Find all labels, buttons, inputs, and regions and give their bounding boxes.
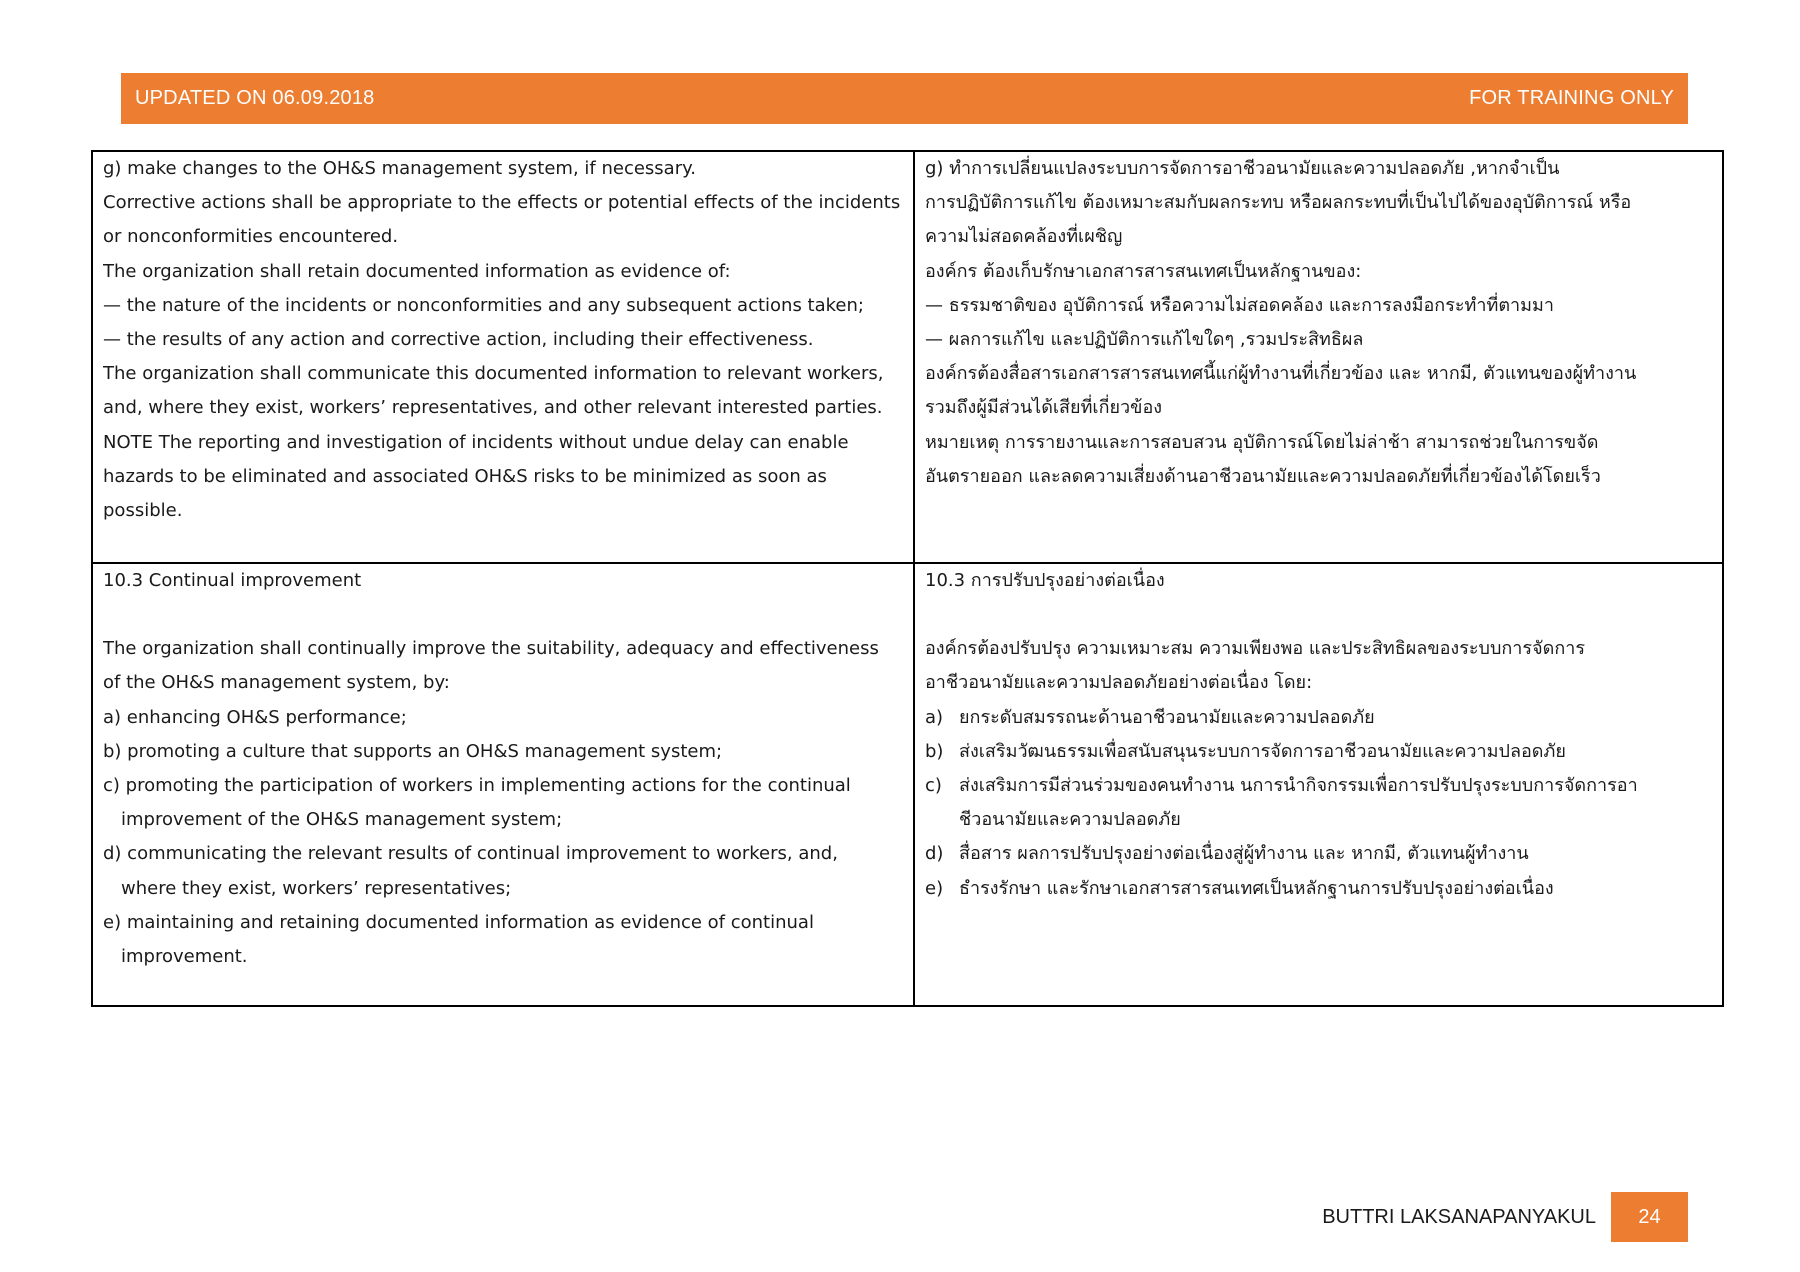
text-line: and, where they exist, workers’ representatives, and other relevant interested parties.	[103, 397, 883, 419]
list-marker: c)	[925, 775, 942, 797]
list-item	[925, 872, 1712, 906]
text-line: g) ทำการเปลี่ยนแปลงระบบการจัดการอาชีวอนามัยและความปลอดภัย ,หากจำเป็น	[925, 158, 1560, 179]
text-line: hazards to be eliminated and associated OH&S risks to be minimized as soon as	[103, 465, 827, 487]
text-line: Corrective actions shall be appropriate to the effects or potential effects of the incidents	[103, 192, 901, 214]
thai-cell	[914, 151, 1723, 563]
text-line: The organization shall continually improve the suitability, adequacy and effectiveness	[103, 638, 879, 660]
updated-date: UPDATED ON 06.09.2018	[135, 87, 375, 109]
text-line: The organization shall communicate this documented information to relevant workers,	[103, 363, 884, 385]
text-line: — ธรรมชาติของ อุบัติการณ์ หรือความไม่สอดคล้อง และการลงมือกระทำที่ตามมา	[925, 294, 1555, 316]
english-cell	[92, 563, 914, 1006]
text-line: — ผลการแก้ไข และปฏิบัติการแก้ไขใดๆ ,รวมประสิทธิผล	[925, 329, 1364, 351]
list-item: d) communicating the relevant results of continual improvement to workers, and,	[103, 843, 838, 865]
list-item-continuation: where they exist, workers’ representatives;	[121, 877, 512, 899]
bilingual-table	[91, 150, 1724, 1007]
text-line: ความไม่สอดคล้องที่เผชิญ	[925, 226, 1123, 248]
text-line: NOTE The reporting and investigation of incidents without undue delay can enable	[103, 431, 849, 453]
text-line: The organization shall retain documented information as evidence of:	[103, 260, 731, 282]
list-marker: e)	[925, 877, 944, 899]
list-item-text: ธำรงรักษา และรักษาเอกสารสารสนเทศเป็นหลักฐานการปรับปรุงอย่างต่อเนื่อง	[959, 877, 1554, 899]
section-title: 10.3 Continual improvement	[103, 570, 362, 591]
training-label: FOR TRAINING ONLY	[1469, 87, 1674, 109]
list-item-text: ส่งเสริมการมีส่วนร่วมของคนทำงาน นการนำกิจกรรมเพื่อการปรับปรุงระบบการจัดการอา	[959, 775, 1638, 797]
text-line: — the nature of the incidents or nonconformities and any subsequent actions taken;	[103, 294, 864, 316]
text-line: or nonconformities encountered.	[103, 226, 399, 248]
list-item: c) promoting the participation of workers in implementing actions for the continual	[103, 775, 851, 797]
text-line: of the OH&S management system, by:	[103, 672, 450, 694]
list-item: a) enhancing OH&S performance;	[103, 706, 407, 728]
list-marker: d)	[925, 843, 944, 865]
list-marker: a)	[925, 706, 944, 728]
text-line: องค์กรต้องปรับปรุง ความเหมาะสม ความเพียงพอ และประสิทธิผลของระบบการจัดการ	[925, 638, 1585, 660]
text-line: possible.	[103, 500, 183, 522]
footer-author: BUTTRI LAKSANAPANYAKUL	[1322, 1205, 1596, 1228]
table-row	[92, 563, 1723, 1006]
text-line: รวมถึงผู้มีส่วนได้เสียที่เกี่ยวข้อง	[925, 397, 1163, 419]
list-item-text: สื่อสาร ผลการปรับปรุงอย่างต่อเนื่องสู่ผู้ทำงาน และ หากมี, ตัวแทนผู้ทำงาน	[959, 843, 1529, 865]
list-item-text: ยกระดับสมรรถนะด้านอาชีวอนามัยและความปลอดภัย	[959, 706, 1375, 728]
list-item-continuation: improvement.	[121, 946, 248, 968]
page-number: 24	[1611, 1192, 1688, 1242]
list-item-continuation: ชีวอนามัยและความปลอดภัย	[959, 809, 1181, 831]
header-bar	[121, 73, 1688, 124]
english-cell	[92, 151, 914, 563]
section-title: 10.3 การปรับปรุงอย่างต่อเนื่อง	[925, 570, 1165, 591]
list-item: b) promoting a culture that supports an OH&S management system;	[103, 740, 723, 762]
text-line: องค์กร ต้องเก็บรักษาเอกสารสารสนเทศเป็นหลักฐานของ:	[925, 260, 1362, 282]
list-item	[925, 769, 1712, 803]
table-row	[92, 151, 1723, 563]
list-item-continuation: improvement of the OH&S management system;	[121, 809, 563, 831]
text-line: หมายเหตุ การรายงานและการสอบสวน อุบัติการณ์โดยไม่ล่าช้า สามารถช่วยในการขจัด	[925, 431, 1599, 453]
text-line: g) make changes to the OH&S management system, if necessary.	[103, 158, 696, 179]
text-line: อันตรายออก และลดความเสี่ยงด้านอาชีวอนามัยและความปลอดภัยที่เกี่ยวข้องได้โดยเร็ว	[925, 465, 1601, 487]
list-item	[925, 735, 1712, 769]
list-item	[925, 701, 1712, 735]
thai-cell	[914, 563, 1723, 1006]
text-line: อาชีวอนามัยและความปลอดภัยอย่างต่อเนื่อง โดย:	[925, 672, 1313, 694]
list-marker: b)	[925, 740, 944, 762]
list-item-text: ส่งเสริมวัฒนธรรมเพื่อสนับสนุนระบบการจัดการอาชีวอนามัยและความปลอดภัย	[959, 740, 1566, 762]
list-item	[925, 837, 1712, 871]
text-line: การปฏิบัติการแก้ไข ต้องเหมาะสมกับผลกระทบ หรือผลกระทบที่เป็นไปได้ของอุบัติการณ์ หรือ	[925, 192, 1632, 214]
list-item: e) maintaining and retaining documented information as evidence of continual	[103, 911, 814, 933]
text-line: องค์กรต้องสื่อสารเอกสารสารสนเทศนี้แก่ผู้ทำงานที่เกี่ยวข้อง และ หากมี, ตัวแทนของผู้ทำงาน	[925, 363, 1637, 385]
text-line: — the results of any action and corrective action, including their effectiveness.	[103, 329, 814, 351]
